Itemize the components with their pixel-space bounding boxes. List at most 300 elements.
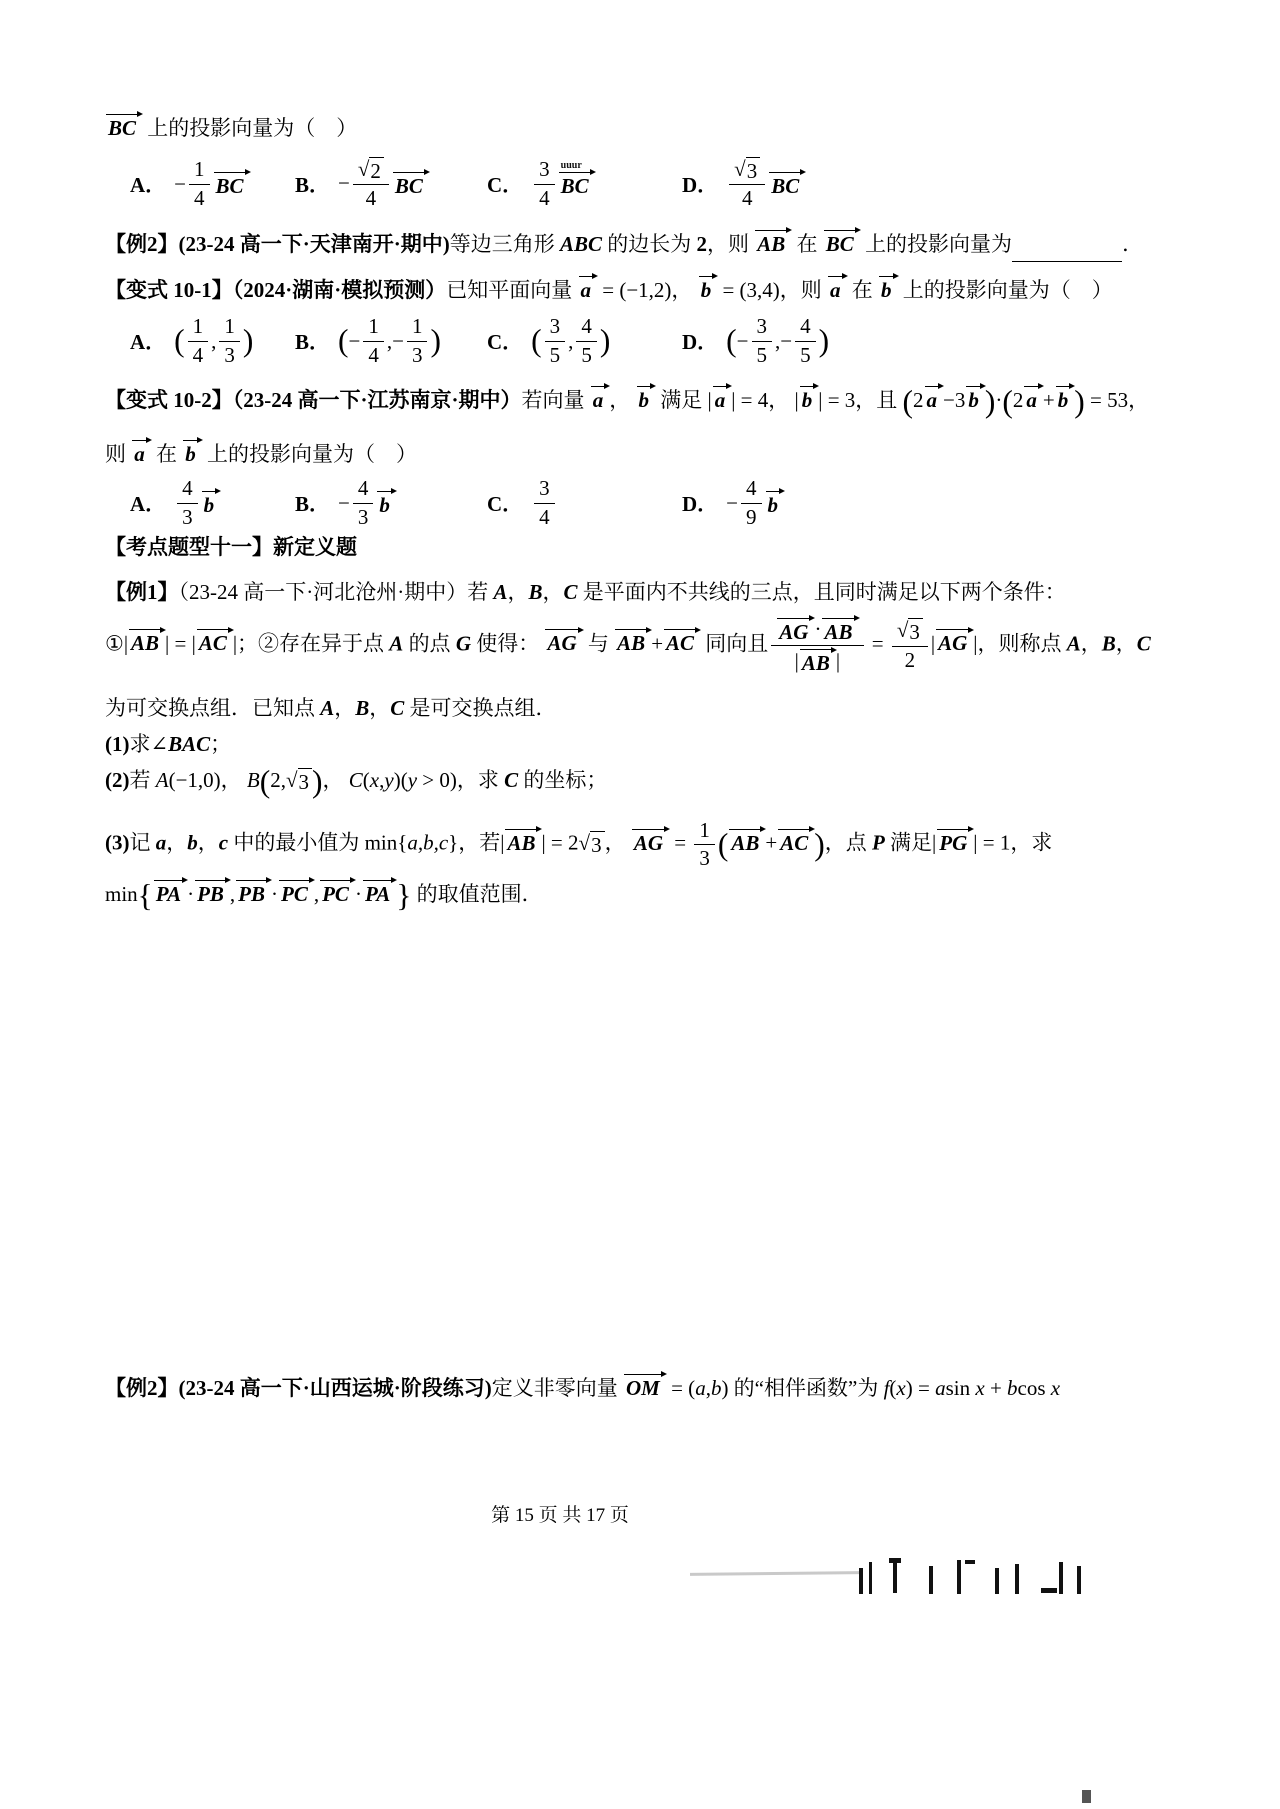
- denominator: [737, 185, 758, 211]
- option-label-b: B．: [295, 330, 331, 354]
- text-run: 满足|: [884, 830, 937, 855]
- vector-b: b: [766, 489, 784, 517]
- option-3-b: [295, 476, 487, 529]
- numerator: [353, 476, 374, 503]
- italic-text: y: [384, 768, 394, 792]
- bold-italic-text: C: [390, 696, 405, 720]
- part-3-line-2: [105, 878, 543, 914]
- fraction: [545, 314, 566, 367]
- text-run: 3: [411, 342, 423, 367]
- vector-AC: AC: [664, 627, 699, 655]
- text-run: ·: [995, 388, 1003, 412]
- denominator: [576, 342, 597, 368]
- big-delimiter: (: [338, 322, 349, 358]
- big-delimiter: (: [902, 384, 914, 420]
- text-run: ，: [1080, 631, 1102, 656]
- vector-AG: AG: [777, 616, 813, 644]
- option-1-b: [295, 157, 487, 211]
- vector-AC: AC: [778, 827, 813, 855]
- text-run: 上的投影向量为（ ）: [897, 278, 1113, 302]
- vector-b: b: [377, 489, 395, 517]
- text-run: 3: [539, 476, 550, 501]
- text-run: 与: [582, 631, 615, 656]
- text-run: ,: [379, 768, 385, 792]
- text-run: ，则: [707, 232, 755, 256]
- bold-italic-text: P: [871, 830, 885, 855]
- text-run: 3: [699, 846, 710, 871]
- text-run: > 0)，求: [417, 768, 505, 792]
- denominator: [795, 342, 816, 368]
- big-delimiter: ): [984, 384, 996, 420]
- text-run: 4: [746, 476, 757, 501]
- italic-text: C: [348, 768, 363, 792]
- page-footer: 第 15 页 共 17 页: [491, 1505, 629, 1526]
- option-math-a: [174, 157, 249, 210]
- vector-a: a: [579, 274, 597, 302]
- vector-BC: BC: [393, 170, 428, 198]
- text-run: 5: [756, 342, 768, 367]
- text-run: ，: [197, 830, 219, 855]
- scan-artifact-text: uuur: [560, 159, 582, 171]
- text-run: = 53，: [1084, 388, 1150, 412]
- text-run: 为可交换点组．已知点: [105, 696, 321, 720]
- fraction: [771, 616, 863, 675]
- bold-text: 【例1】: [105, 580, 179, 604]
- text-run: |: [835, 648, 841, 673]
- text-run: 1: [192, 314, 204, 339]
- text-run: 9: [746, 504, 757, 529]
- text-run: 5: [549, 342, 561, 367]
- big-delimiter: (: [259, 764, 271, 800]
- text-run: | = 4， |: [731, 388, 799, 412]
- denominator: [188, 342, 209, 368]
- text-run: 的边长为: [602, 232, 697, 256]
- denominator: [363, 342, 384, 368]
- text-run: |: [930, 631, 936, 656]
- text-run: −: [338, 171, 350, 196]
- text-run: 1: [699, 818, 710, 842]
- option-2-d: [682, 314, 829, 367]
- text-run: min: [105, 882, 138, 906]
- numerator: [534, 476, 555, 503]
- big-delimiter: ): [599, 322, 611, 358]
- denominator: [219, 342, 240, 368]
- vector-a: a: [1024, 384, 1042, 412]
- vector-BC: BC: [824, 228, 859, 256]
- option-2-a: [130, 314, 295, 367]
- fraction: [188, 314, 209, 367]
- text-run: ．: [1122, 232, 1144, 256]
- vector-AB: AB: [505, 827, 540, 855]
- italic-text: A: [155, 768, 169, 792]
- text-run: 4: [539, 504, 550, 529]
- option-3-d: [682, 476, 784, 529]
- big-delimiter: {: [137, 878, 153, 914]
- big-delimiter: ): [818, 322, 830, 358]
- vector-AB: AB: [615, 627, 650, 655]
- numerator: [729, 157, 765, 185]
- text-run: = (3,4)，则: [717, 278, 828, 302]
- vector-PB: PB: [195, 878, 229, 906]
- option-math-d: [726, 476, 784, 529]
- example-2-line: [105, 228, 1143, 262]
- text-run: 若: [129, 768, 156, 792]
- text-run: (: [362, 768, 370, 792]
- text-run: ，: [609, 388, 636, 412]
- bold-italic-text: B: [355, 696, 370, 720]
- numerator: [363, 314, 384, 341]
- vector-a: a: [828, 274, 846, 302]
- text-run: 定义非零向量: [491, 1376, 623, 1400]
- text-run: 4: [192, 342, 204, 367]
- vector-a: a: [925, 384, 943, 412]
- text-run: （23-24 高一下·河北沧州·期中）若: [178, 580, 494, 604]
- text-run: )(: [393, 768, 408, 792]
- big-delimiter: (: [1002, 384, 1013, 420]
- topic-heading: [105, 531, 357, 564]
- text-run: 的取值范围．: [411, 882, 543, 906]
- bold-italic-text: A: [493, 580, 508, 604]
- bold-text: (3): [105, 830, 130, 855]
- example-1-line-3: [105, 692, 557, 725]
- example-1-line-1: [105, 576, 1066, 609]
- italic-text: x: [975, 1376, 985, 1400]
- options-row-3: [130, 472, 784, 534]
- big-delimiter: ): [1074, 384, 1085, 420]
- text-run: 记: [129, 830, 156, 855]
- text-run: +: [765, 830, 778, 855]
- bold-italic-text: G: [455, 631, 471, 656]
- option-math-c: [531, 314, 610, 367]
- text-run: 1: [224, 314, 235, 339]
- text-run: 2: [904, 647, 916, 672]
- scan-corner-mark: [1082, 1790, 1091, 1803]
- text-run: 4: [182, 476, 193, 501]
- bold-italic-text: a: [155, 830, 167, 855]
- text-run: ，: [542, 580, 564, 604]
- option-label-c: C．: [487, 330, 524, 354]
- text-run: ·: [814, 617, 822, 642]
- text-run: | = 3，且: [818, 388, 903, 412]
- text-run: ，: [507, 580, 529, 604]
- text-run: ①|: [105, 631, 129, 656]
- text-run: |: [794, 648, 799, 673]
- square-root: [897, 618, 923, 644]
- option-label-a: A．: [130, 330, 167, 354]
- text-run: −3: [943, 388, 966, 412]
- fraction: [892, 618, 928, 672]
- big-delimiter: ): [312, 764, 323, 800]
- bold-italic-text: A: [389, 631, 404, 656]
- text-run: ,: [705, 1376, 711, 1400]
- text-run: ，: [1115, 631, 1137, 656]
- text-run: −: [348, 328, 361, 353]
- text-run: 在: [791, 232, 823, 256]
- option-math-d: [726, 157, 805, 211]
- option-label-b: B．: [295, 172, 331, 197]
- square-root: [579, 831, 605, 857]
- numerator: [353, 157, 389, 185]
- text-run: 是可交换点组．: [404, 696, 557, 720]
- fraction: [353, 157, 389, 211]
- big-delimiter: (: [531, 322, 542, 358]
- text-run: 则: [105, 442, 132, 466]
- vector-a: a: [591, 384, 609, 412]
- text-run: 3: [549, 314, 561, 339]
- text-run: ·: [187, 882, 195, 906]
- bold-italic-text: b: [187, 830, 198, 855]
- fraction: [407, 314, 428, 367]
- big-delimiter: ): [814, 826, 825, 862]
- fraction: [219, 314, 240, 367]
- vector-PC: PC: [279, 878, 313, 906]
- text-run: ,−: [775, 328, 793, 353]
- text-run: 2: [913, 388, 924, 412]
- text-run: | = 1，求: [973, 830, 1053, 855]
- option-label-a: A．: [130, 173, 167, 197]
- big-delimiter: (: [174, 322, 185, 358]
- vector-b: b: [699, 274, 717, 302]
- text-run: 使得：: [470, 631, 545, 656]
- text-run: 的点: [403, 631, 456, 656]
- denominator: [741, 504, 762, 530]
- option-3-a: [130, 476, 295, 529]
- text-run: ·: [271, 882, 279, 906]
- option-math-b: [338, 314, 441, 367]
- text-run: −: [726, 490, 739, 515]
- numerator: [576, 314, 597, 341]
- bold-italic-text: ABC: [560, 232, 603, 256]
- radical-icon: √: [896, 618, 909, 643]
- text-run: ,: [211, 328, 217, 353]
- text-run: 1: [411, 314, 423, 339]
- big-delimiter: (: [726, 322, 737, 358]
- vector-b: b: [800, 384, 818, 412]
- text-run: 3: [224, 342, 235, 367]
- barcode-marks-icon: [845, 1548, 1095, 1603]
- stem-line-bc: [105, 112, 357, 145]
- fraction: [189, 157, 210, 210]
- numerator: [534, 157, 555, 184]
- square-root: [734, 157, 760, 183]
- vector-OM: OM: [624, 1372, 665, 1400]
- vector-PA: PA: [154, 878, 186, 906]
- text-run: 5: [800, 342, 811, 367]
- italic-text: a,b,c: [407, 830, 449, 855]
- big-delimiter: }: [396, 878, 412, 914]
- fraction: [534, 157, 555, 210]
- vector-b: b: [637, 384, 655, 412]
- text-run: 2,: [270, 768, 286, 792]
- square-root: [286, 768, 312, 794]
- variant-10-1-line: [105, 274, 1113, 307]
- text-run: −: [338, 490, 350, 515]
- italic-text: f: [883, 1376, 890, 1400]
- italic-text: x: [1050, 1376, 1061, 1400]
- text-run: 若向量: [521, 388, 590, 412]
- vector-AG: AG: [936, 627, 972, 655]
- text-run: 4: [194, 185, 205, 210]
- text-run: 上的投影向量为（ ）: [201, 442, 417, 466]
- vector-AB: AB: [129, 627, 164, 655]
- bold-italic-text: C: [504, 768, 519, 792]
- text-run: 是平面内不共线的三点，且同时满足以下两个条件：: [577, 580, 1066, 604]
- numerator: [752, 314, 773, 341]
- text-run: 3: [182, 504, 193, 529]
- text-run: ,: [229, 882, 236, 906]
- denominator: [177, 504, 198, 530]
- text-run: +: [651, 631, 664, 656]
- numerator: [219, 314, 240, 341]
- text-run: ，: [369, 696, 391, 720]
- text-run: 满足 |: [655, 388, 712, 412]
- text-run: 5: [581, 342, 592, 367]
- bold-italic-text: A: [320, 696, 335, 720]
- vector-BC: BC: [769, 170, 804, 198]
- bold-text: 【变式 10-2】（23-24 高一下·江苏南京·期中）: [105, 388, 522, 412]
- text-run: 4: [539, 185, 550, 210]
- text-run: ) =: [905, 1376, 936, 1400]
- text-run: ；: [210, 732, 232, 756]
- option-label-d: D．: [682, 330, 719, 354]
- fraction: [363, 314, 384, 367]
- text-run: ·: [354, 882, 362, 906]
- text-run: −: [736, 328, 749, 353]
- radical-icon: √: [357, 156, 370, 181]
- text-run: ) 的“相伴函数”为: [721, 1376, 884, 1400]
- text-run: ，: [166, 830, 188, 855]
- vector-AB: AB: [822, 616, 857, 644]
- vector-AG: AG: [545, 627, 581, 655]
- fraction: [353, 476, 374, 529]
- denominator: [534, 504, 555, 530]
- big-delimiter: ): [430, 322, 441, 358]
- vector-AC: AC: [197, 627, 232, 655]
- big-delimiter: ): [242, 322, 254, 358]
- options-row-1: [130, 152, 805, 216]
- text-run: 中的最小值为 min{: [228, 830, 408, 855]
- denominator: [694, 845, 715, 871]
- text-run: 的坐标；: [518, 768, 608, 792]
- text-run: 等边三角形: [449, 232, 560, 256]
- bold-italic-text: C: [1136, 631, 1151, 656]
- denominator: [790, 646, 845, 675]
- vector-PC: PC: [320, 878, 354, 906]
- bold-italic-text: BAC: [168, 732, 211, 756]
- vector-BC: BC uuur: [559, 170, 594, 198]
- radicand: 2: [369, 157, 384, 183]
- radicand: 3: [590, 831, 605, 857]
- bold-italic-text: c: [218, 830, 229, 855]
- bold-text: 【例2】(23-24 高一下·山西运城·阶段练习): [105, 1376, 492, 1400]
- vector-BC: BC: [214, 170, 249, 198]
- radical-icon: √: [286, 768, 298, 792]
- option-math-c: [531, 476, 558, 529]
- vector-b: b: [879, 274, 897, 302]
- option-label-d: D．: [682, 492, 719, 516]
- denominator: [900, 647, 921, 673]
- vector-PA: PA: [363, 878, 395, 906]
- denominator: [534, 185, 555, 211]
- text-run: 2: [1012, 388, 1024, 412]
- bold-text: (1): [105, 732, 130, 756]
- option-2-c: [487, 314, 682, 367]
- numerator: [177, 476, 198, 503]
- option-math-d: [726, 314, 829, 367]
- text-run: ，点: [824, 830, 872, 855]
- text-run: 4: [800, 314, 811, 339]
- bold-italic-text: A: [1066, 631, 1081, 656]
- text-run: |，则称点: [973, 631, 1067, 656]
- italic-text: b: [1007, 1376, 1018, 1400]
- text-run: = (−1,2)，: [597, 278, 698, 302]
- text-run: | = |: [165, 631, 196, 656]
- vector-AB: AB: [800, 647, 835, 675]
- numerator: [189, 157, 210, 184]
- options-row-2: [130, 308, 829, 374]
- vector-PG: PG: [937, 827, 972, 855]
- italic-text: x: [369, 768, 380, 792]
- text-run: sin: [945, 1376, 976, 1400]
- bold-text: (2): [105, 768, 130, 792]
- text-run: 4: [741, 185, 753, 210]
- square-root: [358, 157, 384, 183]
- scan-artifact-barcode: [845, 1548, 1095, 1608]
- radicand: 3: [298, 768, 313, 794]
- option-math-a: [174, 476, 220, 529]
- variant-10-2-line-2: [105, 438, 417, 471]
- numerator: [741, 476, 762, 503]
- text-run: ,: [568, 328, 574, 353]
- text-run: (: [889, 1376, 897, 1400]
- bold-text: 【变式 10-1】（2024·湖南·模拟预测）: [105, 278, 447, 302]
- vector-a: a: [713, 384, 731, 412]
- fraction: [534, 476, 555, 529]
- variant-10-2-line-1: [105, 384, 1150, 420]
- option-2-b: [295, 314, 487, 367]
- text-run: −: [174, 171, 187, 196]
- denominator: [407, 342, 428, 368]
- fraction: [752, 314, 773, 367]
- bold-italic-text: B: [528, 580, 543, 604]
- option-math-b: [338, 476, 396, 529]
- text-run: 求∠: [129, 732, 169, 756]
- option-label-a: A．: [130, 492, 167, 516]
- part-3-line-1: [105, 818, 1052, 871]
- text-run: 3: [357, 504, 369, 529]
- vector-PB: PB: [236, 878, 270, 906]
- radicand: 3: [746, 157, 761, 183]
- fraction: [694, 818, 715, 871]
- example-2-bottom-line: [105, 1372, 1060, 1405]
- radical-icon: √: [734, 156, 746, 181]
- text-run: cos: [1017, 1376, 1051, 1400]
- numerator: [694, 818, 715, 845]
- text-run: 3: [756, 314, 768, 339]
- bold-text: 2: [696, 232, 708, 256]
- italic-text: a: [695, 1376, 706, 1400]
- option-math-b: [338, 157, 429, 211]
- text-run: +: [1042, 388, 1055, 412]
- fraction: [795, 314, 816, 367]
- option-1-a: [130, 157, 295, 210]
- option-label-c: C．: [487, 173, 524, 197]
- vector-BC: BC: [106, 112, 141, 140]
- text-run: 1: [194, 157, 205, 182]
- vector-b: b: [966, 384, 984, 412]
- option-label-b: B．: [295, 492, 331, 516]
- numerator: [188, 314, 209, 341]
